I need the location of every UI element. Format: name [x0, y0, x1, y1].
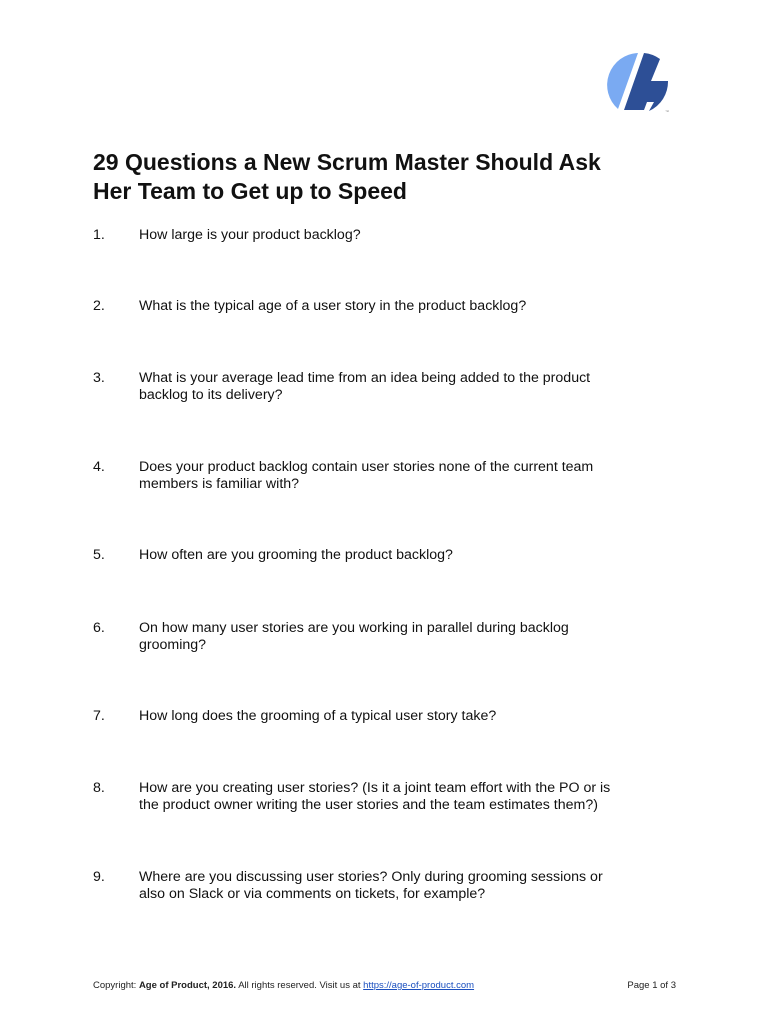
question-number: 8.: [93, 780, 105, 796]
copyright-prefix: Copyright:: [93, 980, 139, 991]
title-line-2: Her Team to Get up to Speed: [93, 178, 407, 204]
question-line: also on Slack or via comments on tickets, for example?: [139, 886, 486, 902]
question-line: How often are you grooming the product backlog?: [139, 547, 453, 563]
question-number: 1.: [93, 227, 105, 243]
question-text: [139, 547, 679, 564]
question-line: How long does the grooming of a typical user story take?: [139, 708, 497, 724]
title-line-1: 29 Questions a New Scrum Master Should Ask: [93, 149, 601, 175]
question-text: [139, 298, 679, 315]
rights-text: All rights reserved. Visit us at: [236, 980, 364, 991]
question-text: [139, 459, 679, 493]
question-number: 5.: [93, 547, 105, 563]
question-line: On how many user stories are you working in parallel during backlog: [139, 620, 569, 636]
website-link[interactable]: https://age-of-product.com: [363, 980, 475, 991]
question-text: [139, 620, 679, 654]
question-line: What is your average lead time from an idea being added to the product: [139, 370, 591, 386]
question-line: Where are you discussing user stories? Only during grooming sessions or: [139, 869, 603, 885]
question-text: [139, 869, 679, 903]
question-number: 2.: [93, 298, 105, 314]
question-line: backlog to its delivery?: [139, 387, 283, 403]
question-text: [139, 708, 679, 725]
question-text: [139, 780, 679, 814]
question-text: [139, 370, 679, 404]
question-number: 4.: [93, 459, 105, 475]
question-number: 3.: [93, 370, 105, 386]
copyright-owner: Age of Product, 2016.: [138, 980, 237, 991]
page-number: Page 1 of 3: [627, 980, 676, 991]
question-number: 9.: [93, 869, 105, 885]
question-line: the product owner writing the user stories and the team estimates them?): [139, 797, 598, 813]
question-line: grooming?: [139, 637, 207, 653]
question-number: 7.: [93, 708, 105, 724]
question-line: members is familiar with?: [139, 476, 300, 492]
question-line: What is the typical age of a user story in the product backlog?: [139, 298, 527, 314]
page-footer: [93, 979, 683, 993]
question-text: [139, 227, 679, 244]
question-line: How large is your product backlog?: [139, 227, 361, 243]
question-line: Does your product backlog contain user stories none of the current team: [139, 459, 594, 475]
question-number: 6.: [93, 620, 105, 636]
question-line: How are you creating user stories? (Is it a joint team effort with the PO or is: [139, 780, 611, 796]
copyright-notice: [93, 979, 474, 993]
svg-text:™: ™: [665, 109, 669, 114]
